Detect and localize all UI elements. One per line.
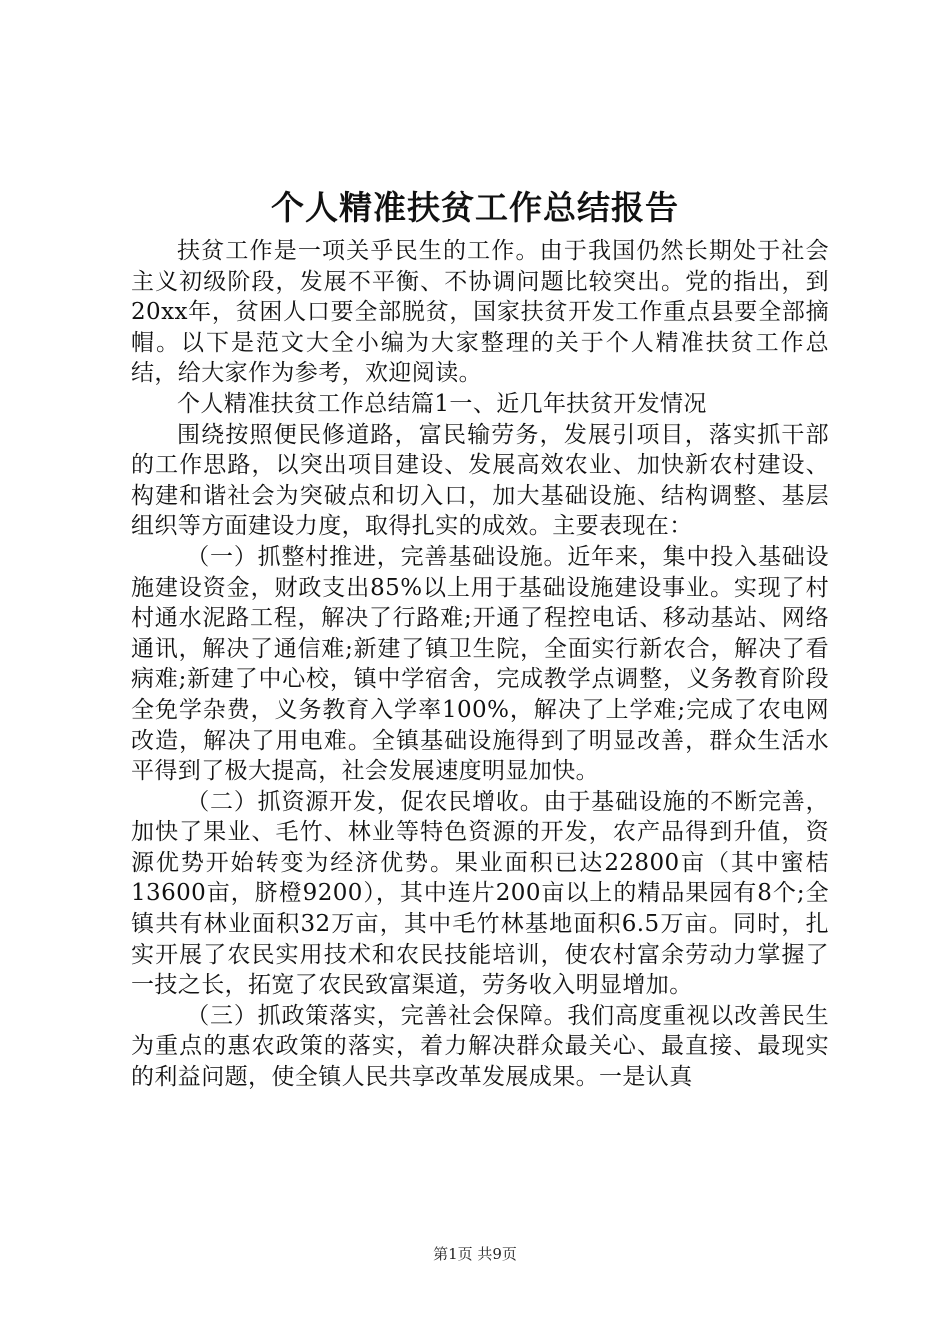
document-title: 个人精准扶贫工作总结报告	[271, 188, 679, 227]
paragraph-item-2: （二）抓资源开发，促农民增收。由于基础设施的不断完善，加快了果业、毛竹、林业等特色资源的开发，农产品得到升值，资源优势开始转变为经济优势。果业面积已达22800亩（其中蜜桔13600亩，脐橙9200），其中连片200亩以上的精品果园有8个;全镇共有林业面积32万亩，其中毛竹林基地面积6.5万亩。同时，扎实开展了农民实用技术和农民技能培训，使农村富余劳动力掌握了一技之长，拓宽了农民致富渠道，劳务收入明显增加。	[131, 788, 829, 999]
document-body	[131, 236, 829, 1093]
paragraph-intro: 扶贫工作是一项关乎民生的工作。由于我国仍然长期处于社会主义初级阶段，发展不平衡、不协调问题比较突出。党的指出，到20xx年，贫困人口要全部脱贫，国家扶贫开发工作重点县要全部摘帽。以下是范文大全小编为大家整理的关于个人精准扶贫工作总结，给大家作为参考，欢迎阅读。	[131, 238, 829, 387]
paragraph-section-heading: 个人精准扶贫工作总结篇1一、近几年扶贫开发情况	[177, 390, 707, 417]
paragraph-item-1: （一）抓整村推进，完善基础设施。近年来，集中投入基础设施建设资金，财政支出85%以上用于基础设施建设事业。实现了村村通水泥路工程，解决了行路难;开通了程控电话、移动基站、网络通讯，解决了通信难;新建了镇卫生院，全面实行新农合，解决了看病难;新建了中心校，镇中学宿舍，完成教学点调整，义务教育阶段全免学杂费，义务教育入学率100%，解决了上学难;完成了农电网改造，解决了用电难。全镇基础设施得到了明显改善，群众生活水平得到了极大提高，社会发展速度明显加快。	[131, 543, 829, 785]
paragraph-overview: 围绕按照便民修道路，富民输劳务，发展引项目，落实抓干部的工作思路，以突出项目建设、发展高效农业、加快新农村建设、构建和谐社会为突破点和切入口，加大基础设施、结构调整、基层组织等方面建设力度，取得扎实的成效。主要表现在：	[131, 421, 829, 540]
paragraph-item-3: （三）抓政策落实，完善社会保障。我们高度重视以改善民生为重点的惠农政策的落实，着力解决群众最关心、最直接、最现实的利益问题，使全镇人民共享改革发展成果。一是认真	[131, 1002, 829, 1091]
page-footer: 第1页 共9页	[433, 1245, 517, 1263]
